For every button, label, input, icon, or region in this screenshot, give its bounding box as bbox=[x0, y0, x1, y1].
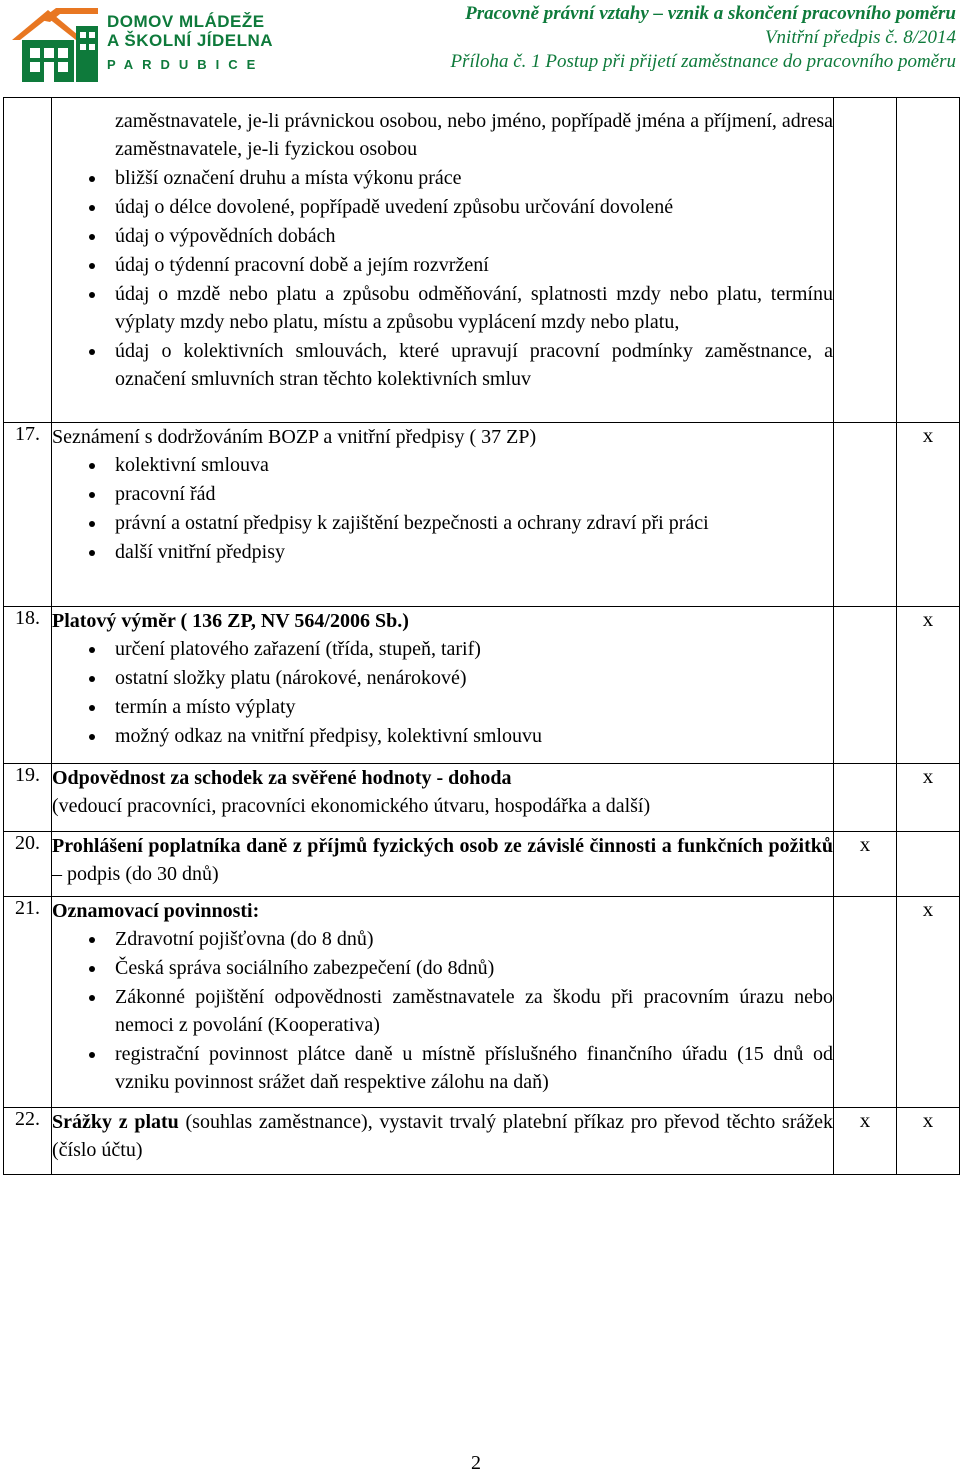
check-col-1 bbox=[834, 607, 897, 764]
row-content bbox=[52, 1108, 834, 1175]
row-heading: Prohlášení poplatníka daně z příjmů fyzických osob ze závislé činnosti a funkčních požitků bbox=[52, 835, 833, 857]
row-number: 18. bbox=[4, 607, 52, 764]
row-heading: Platový výměr ( 136 ZP, NV 564/2006 Sb.) bbox=[52, 610, 409, 632]
page-number: 2 bbox=[471, 1452, 481, 1474]
logo-line-1: DOMOV MLÁDEŽE bbox=[107, 12, 265, 31]
check-col-2 bbox=[897, 607, 960, 764]
bullet-list bbox=[52, 451, 833, 566]
row-content bbox=[52, 98, 834, 423]
table-row bbox=[4, 832, 960, 897]
directive-number: Vnitřní předpis č. 8/2014 bbox=[764, 27, 956, 48]
page-header bbox=[0, 0, 960, 92]
check-col-1 bbox=[834, 897, 897, 1108]
list-item: pracovní řád bbox=[52, 480, 833, 508]
row-note: (souhlas zaměstnance), vystavit trvalý platební příkaz pro převod těchto srážek (číslo účtu) bbox=[52, 1111, 834, 1161]
row-number: 17. bbox=[4, 423, 52, 607]
check-mark: x bbox=[922, 607, 934, 631]
table-row bbox=[4, 423, 960, 607]
list-item: termín a místo výplaty bbox=[52, 693, 833, 721]
row-heading: Seznámení s dodržováním BOZP a vnitřní předpisy ( 37 ZP) bbox=[52, 426, 537, 448]
row-number: 19. bbox=[4, 764, 52, 832]
row-text bbox=[52, 832, 833, 888]
list-item: možný odkaz na vnitřní předpisy, kolektivní smlouvu bbox=[52, 722, 833, 750]
row-text bbox=[52, 1108, 833, 1164]
list-item: registrační povinnost plátce daně u místně příslušného finančního úřadu (15 dnů od vzniku povinnost srážet daň respektive zálohu na daň) bbox=[52, 1040, 833, 1096]
list-item: Zákonné pojištění odpovědnosti zaměstnavatele za škodu při pracovním úrazu nebo nemoci z povolání (Kooperativa) bbox=[52, 983, 833, 1039]
check-mark: x bbox=[922, 1108, 934, 1132]
list-item: údaj o kolektivních smlouvách, které upravují pracovní podmínky zaměstnance, a označení smluvních stran těchto kolektivních smluv bbox=[52, 337, 833, 393]
list-item: další vnitřní předpisy bbox=[52, 538, 833, 566]
row-heading: Srážky z platu bbox=[52, 1111, 179, 1133]
check-col-1 bbox=[834, 832, 897, 897]
list-item: určení platového zařazení (třída, stupeň, tarif) bbox=[52, 635, 833, 663]
list-item: údaj o týdenní pracovní době a jejím rozvržení bbox=[52, 251, 833, 279]
list-item: Zdravotní pojišťovna (do 8 dnů) bbox=[52, 925, 833, 953]
table-row bbox=[4, 897, 960, 1108]
document-title: Pracovně právní vztahy – vznik a skončení pracovního poměru bbox=[465, 3, 956, 24]
check-col-2 bbox=[897, 98, 960, 423]
row-content bbox=[52, 423, 834, 607]
table-row bbox=[4, 1108, 960, 1175]
table-row bbox=[4, 98, 960, 423]
logo-house-icon bbox=[10, 6, 100, 84]
logo-line-2: A ŠKOLNÍ JÍDELNA bbox=[107, 31, 274, 50]
check-col-2 bbox=[897, 423, 960, 607]
row-number: 22. bbox=[4, 1108, 52, 1175]
row-content bbox=[52, 832, 834, 897]
list-item: Česká správa sociálního zabezpečení (do 8dnů) bbox=[52, 954, 833, 982]
row-text bbox=[52, 764, 833, 820]
row-number: 20. bbox=[4, 832, 52, 897]
check-col-1 bbox=[834, 98, 897, 423]
list-item: údaj o délce dovolené, popřípadě uvedení způsobu určování dovolené bbox=[52, 193, 833, 221]
check-mark: x bbox=[922, 423, 934, 447]
row-heading: Odpovědnost za schodek za svěřené hodnoty - dohoda bbox=[52, 767, 512, 789]
list-item: právní a ostatní předpisy k zajištění bezpečnosti a ochrany zdraví při práci bbox=[52, 509, 833, 537]
check-mark: x bbox=[859, 832, 871, 856]
list-item: zaměstnavatele, je-li právnickou osobou, nebo jméno, popřípadě jména a příjmení, adresa zaměstnavatele, je-li fyzickou osobou bbox=[115, 110, 833, 160]
check-mark: x bbox=[922, 764, 934, 788]
check-col-1 bbox=[834, 764, 897, 832]
check-col-1 bbox=[834, 1108, 897, 1175]
list-item: údaj o mzdě nebo platu a způsobu odměňování, splatnosti mzdy nebo platu, termínu výplaty mzdy nebo platu, místu a způsobu vyplácení mzdy nebo platu, bbox=[52, 280, 833, 336]
row-note: (vedoucí pracovníci, pracovníci ekonomického útvaru, hospodářka a další) bbox=[52, 795, 651, 817]
row-content bbox=[52, 607, 834, 764]
row-number: 21. bbox=[4, 897, 52, 1108]
table-row bbox=[4, 764, 960, 832]
logo-text bbox=[107, 12, 273, 72]
check-col-2 bbox=[897, 764, 960, 832]
row-content bbox=[52, 764, 834, 832]
check-mark: x bbox=[922, 897, 934, 921]
bullet-list bbox=[52, 635, 833, 750]
check-mark: x bbox=[859, 1108, 871, 1132]
list-item: ostatní složky platu (nárokové, nenárokové) bbox=[52, 664, 833, 692]
procedure-table bbox=[3, 97, 960, 1175]
table-row bbox=[4, 607, 960, 764]
check-col-2 bbox=[897, 1108, 960, 1175]
check-col-2 bbox=[897, 897, 960, 1108]
list-item: údaj o výpovědních dobách bbox=[52, 222, 833, 250]
bullet-list bbox=[52, 107, 833, 393]
bullet-list bbox=[52, 925, 833, 1096]
row-content bbox=[52, 897, 834, 1108]
check-col-1 bbox=[834, 423, 897, 607]
header-titles bbox=[450, 2, 956, 74]
list-item: kolektivní smlouva bbox=[52, 451, 833, 479]
row-heading: Oznamovací povinnosti: bbox=[52, 900, 260, 922]
row-number bbox=[4, 98, 52, 423]
check-col-2 bbox=[897, 832, 960, 897]
row-note: – podpis (do 30 dnů) bbox=[52, 863, 219, 885]
attachment-title: Příloha č. 1 Postup při přijetí zaměstnance do pracovního poměru bbox=[450, 51, 956, 72]
list-item: bližší označení druhu a místa výkonu práce bbox=[52, 164, 833, 192]
logo-line-3: PARDUBICE bbox=[107, 57, 265, 72]
